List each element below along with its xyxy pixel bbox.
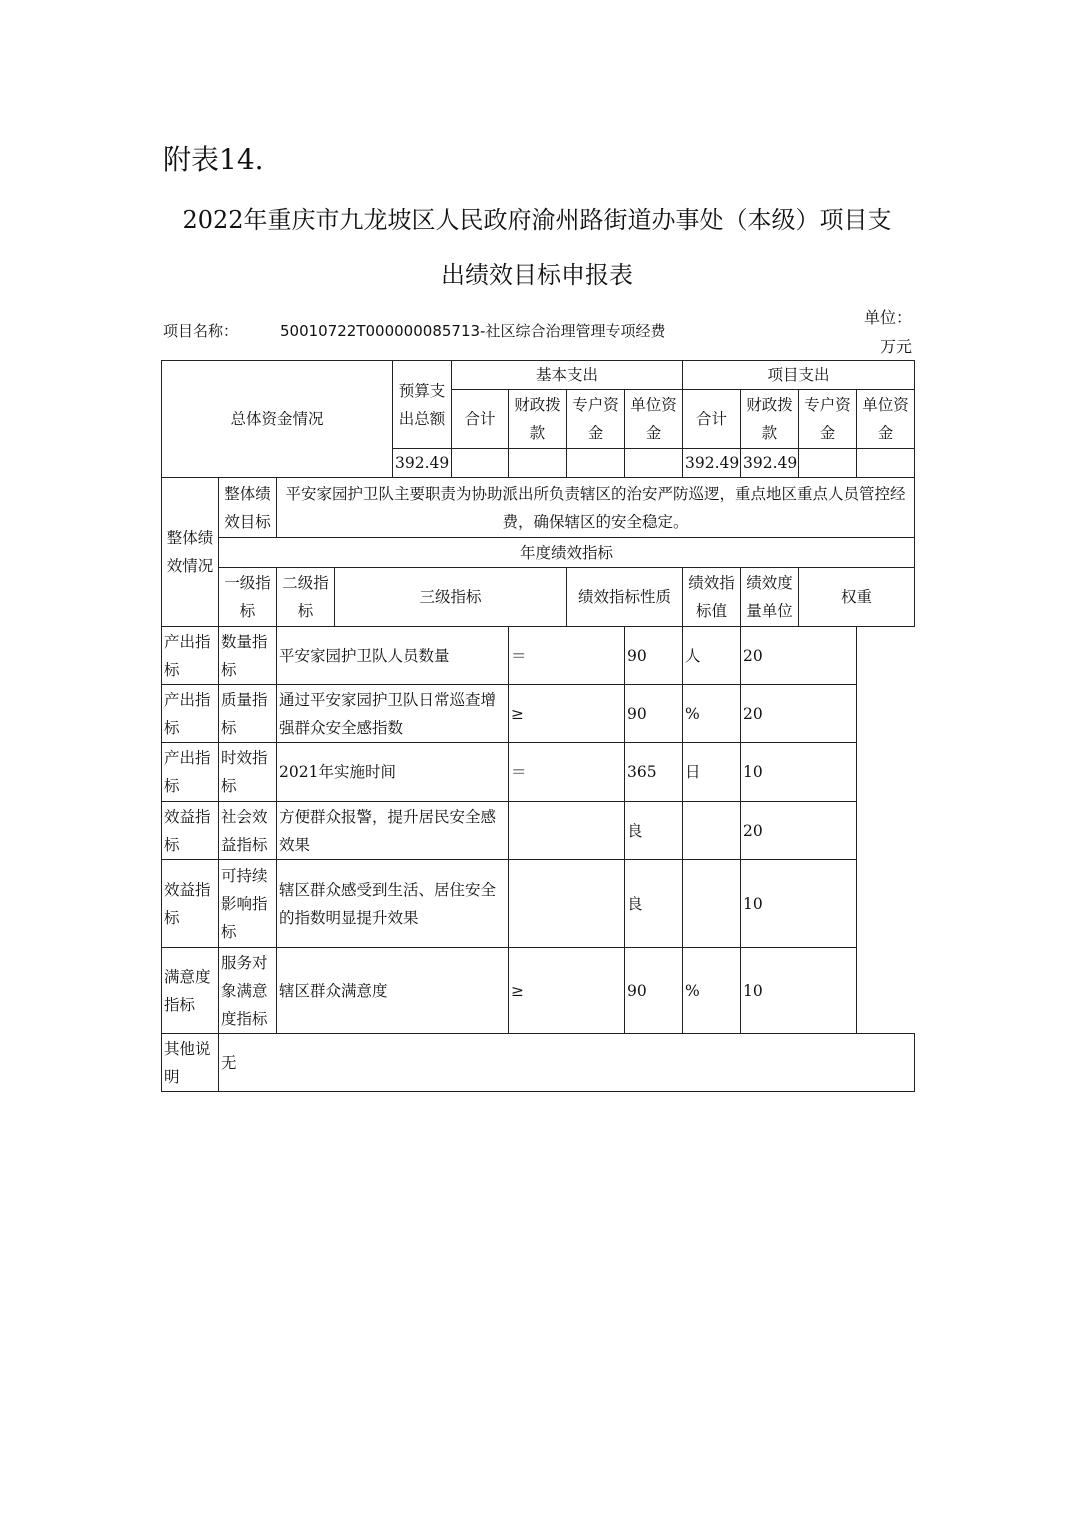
- indicator-level1: 满意度指标: [162, 948, 219, 1034]
- indicator-level3: 辖区群众感受到生活、居住安全的指数明显提升效果: [277, 860, 509, 948]
- indicator-row: [162, 743, 915, 802]
- empty-cell: [567, 449, 625, 478]
- empty-cell: [452, 449, 509, 478]
- col-level2: 二级指标: [277, 568, 335, 627]
- indicator-value: 良: [625, 860, 683, 948]
- goal-label: 整体绩效目标: [219, 478, 277, 538]
- unit-label: 单位：: [864, 308, 913, 327]
- indicator-level1: 产出指标: [162, 743, 219, 802]
- indicator-value: 90: [625, 685, 683, 743]
- appendix-label: 附表14.: [163, 143, 264, 176]
- indicator-level3: 2021年实施时间: [277, 743, 509, 802]
- page-title-line2: 出绩效目标申报表: [441, 261, 633, 289]
- col-level3: 三级指标: [335, 568, 567, 627]
- project-unit-header: 单位资金: [857, 390, 915, 449]
- indicator-value: 良: [625, 802, 683, 860]
- indicator-level1: 效益指标: [162, 802, 219, 860]
- indicator-unit: %: [683, 685, 741, 743]
- col-weight: 权重: [799, 568, 915, 627]
- empty-cell: [857, 449, 915, 478]
- indicator-level1: 效益指标: [162, 860, 219, 948]
- indicator-level3: 辖区群众满意度: [277, 948, 509, 1034]
- project-total-header: 合计: [683, 390, 741, 449]
- indicator-value: 90: [625, 948, 683, 1034]
- project-fiscal-value: 392.49: [741, 449, 799, 478]
- indicator-nature: [509, 802, 625, 860]
- indicator-nature: [509, 860, 625, 948]
- indicator-weight: 20: [741, 802, 857, 860]
- indicator-row: [162, 948, 915, 1034]
- basic-special-header: 专户资金: [567, 390, 625, 449]
- indicator-nature: ≥: [509, 948, 625, 1034]
- project-name: 50010722T000000085713-社区综合治理管理专项经费: [280, 322, 666, 340]
- indicator-unit: 人: [683, 627, 741, 685]
- empty-cell: [625, 449, 683, 478]
- indicator-level2: 时效指标: [219, 743, 277, 802]
- indicator-level2: 数量指标: [219, 627, 277, 685]
- indicator-value: 365: [625, 743, 683, 802]
- indicator-level2: 服务对象满意度指标: [219, 948, 277, 1034]
- budget-value: 392.49: [393, 449, 452, 478]
- unit-value: 万元: [880, 337, 913, 356]
- indicator-level3: 通过平安家园护卫队日常巡查增强群众安全感指数: [277, 685, 509, 743]
- indicator-level1: 产出指标: [162, 685, 219, 743]
- indicator-unit: 日: [683, 743, 741, 802]
- indicator-level3: 方便群众报警，提升居民安全感效果: [277, 802, 509, 860]
- basic-header: 基本支出: [452, 361, 683, 390]
- other-value: 无: [219, 1034, 915, 1092]
- basic-fiscal-header: 财政拨款: [509, 390, 567, 449]
- indicator-unit: %: [683, 948, 741, 1034]
- col-level1: 一级指标: [219, 568, 277, 627]
- indicator-row: [162, 627, 915, 685]
- col-value: 绩效指标值: [683, 568, 741, 627]
- goal-text: 平安家园护卫队主要职责为协助派出所负责辖区的治安严防巡逻，重点地区重点人员管控经费，确保辖区的安全稳定。: [277, 478, 915, 538]
- indicator-row: [162, 860, 915, 948]
- perf-section: 整体绩效情况: [162, 478, 219, 627]
- indicator-level2: 质量指标: [219, 685, 277, 743]
- empty-cell: [509, 449, 567, 478]
- col-unit: 绩效度量单位: [741, 568, 799, 627]
- col-nature: 绩效指标性质: [567, 568, 683, 627]
- other-label: 其他说明: [162, 1034, 219, 1092]
- empty-cell: [799, 449, 857, 478]
- indicator-row: [162, 685, 915, 743]
- indicator-weight: 20: [741, 685, 857, 743]
- indicator-nature: ≥: [509, 685, 625, 743]
- budget-total-header: 预算支出总额: [393, 361, 452, 449]
- indicator-nature: ＝: [509, 743, 625, 802]
- annual-header: 年度绩效指标: [219, 538, 915, 568]
- project-special-header: 专户资金: [799, 390, 857, 449]
- indicator-level1: 产出指标: [162, 627, 219, 685]
- indicator-weight: 10: [741, 948, 857, 1034]
- indicator-level2: 可持续影响指标: [219, 860, 277, 948]
- basic-unit-header: 单位资金: [625, 390, 683, 449]
- indicator-level3: 平安家园护卫队人员数量: [277, 627, 509, 685]
- project-fiscal-header: 财政拨款: [741, 390, 799, 449]
- indicator-weight: 10: [741, 860, 857, 948]
- indicator-weight: 10: [741, 743, 857, 802]
- indicator-value: 90: [625, 627, 683, 685]
- basic-total-header: 合计: [452, 390, 509, 449]
- project-label: 项目名称：: [163, 322, 239, 340]
- project-total-value: 392.49: [683, 449, 741, 478]
- indicator-level2: 社会效益指标: [219, 802, 277, 860]
- indicator-unit: [683, 802, 741, 860]
- indicator-row: [162, 802, 915, 860]
- indicator-nature: ＝: [509, 627, 625, 685]
- indicator-unit: [683, 860, 741, 948]
- performance-table: [161, 360, 915, 1092]
- indicator-weight: 20: [741, 627, 857, 685]
- page-title: 2022年重庆市九龙坡区人民政府渝州路街道办事处（本级）项目支: [182, 206, 892, 234]
- project-header: 项目支出: [683, 361, 915, 390]
- funds-section: 总体资金情况: [162, 361, 393, 478]
